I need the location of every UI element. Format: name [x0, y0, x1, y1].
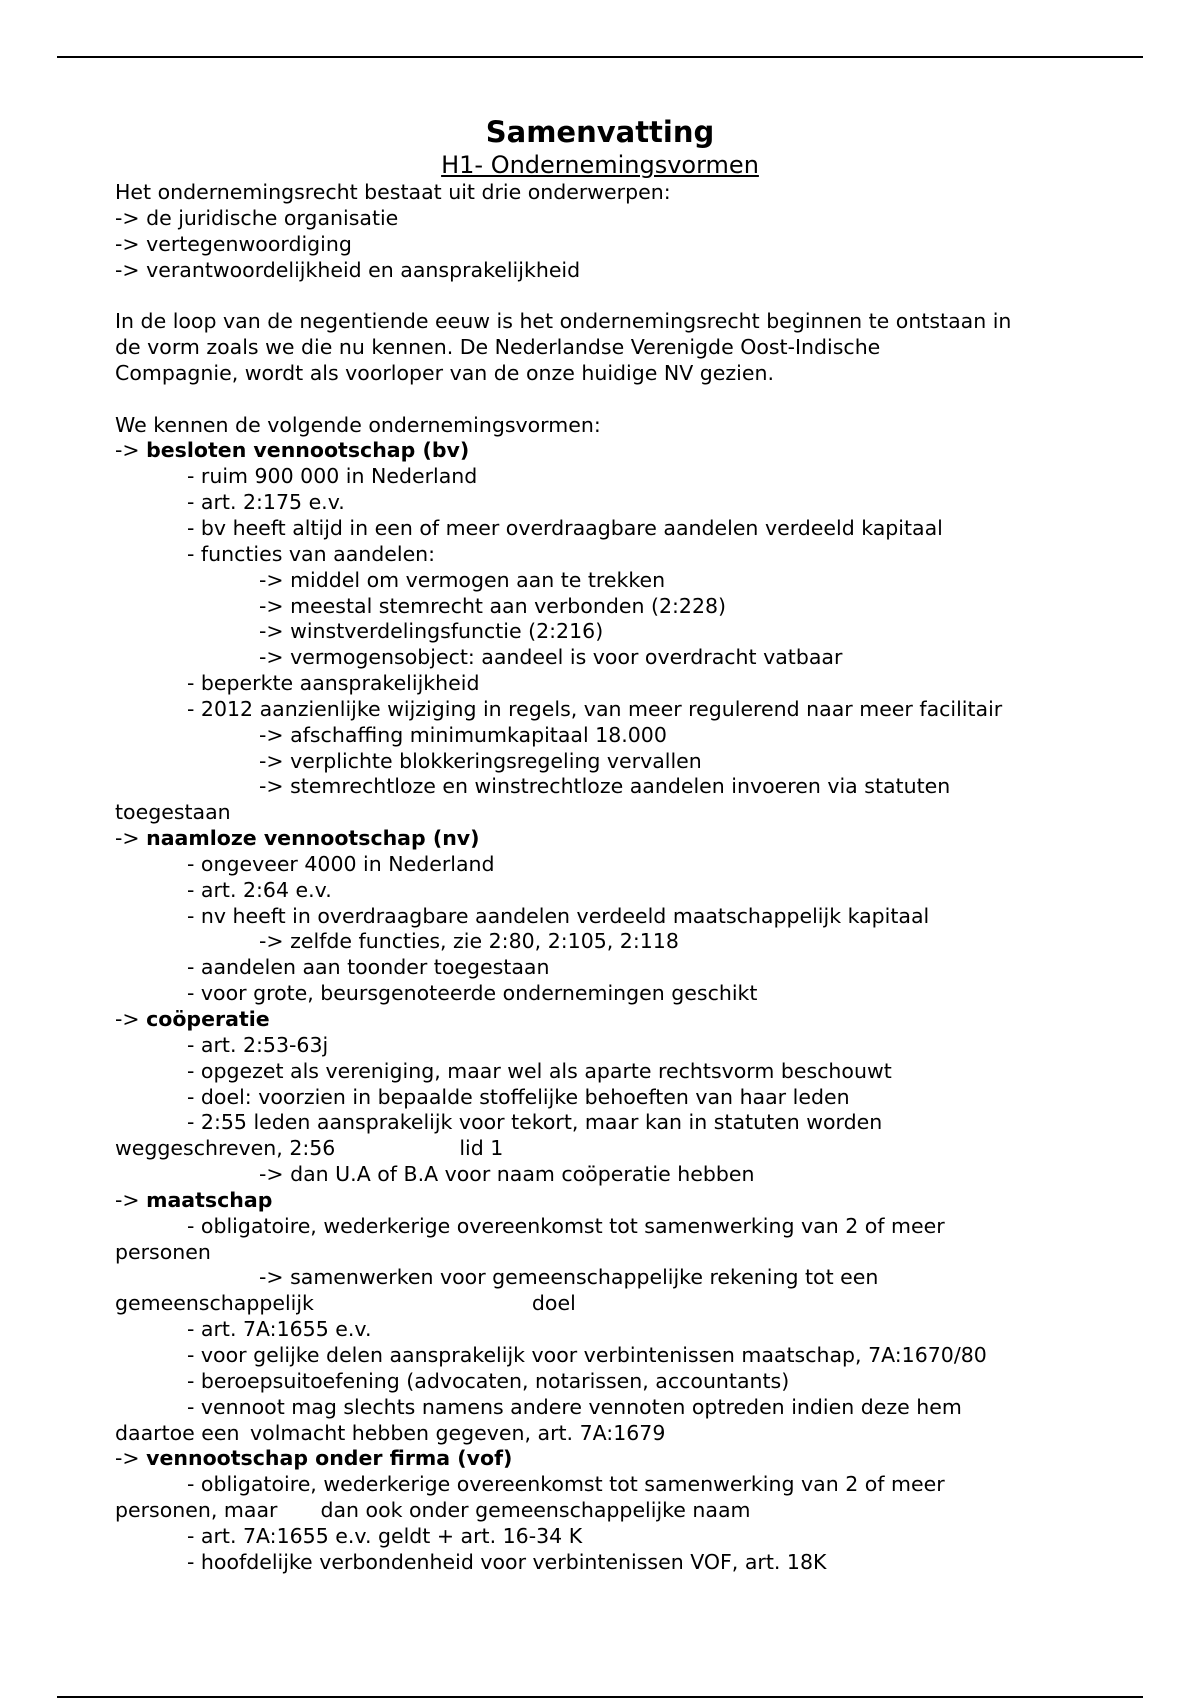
wrapped-text-part: volmacht hebben gegeven, art. 7A:1679 — [250, 1420, 666, 1445]
wrapped-text — [115, 1421, 1115, 1447]
forms-lead: We kennen de volgende ondernemingsvormen: — [115, 412, 601, 437]
page-title: Samenvatting — [485, 115, 715, 149]
intro-lead: Het ondernemingsrecht bestaat uit drie onderwerpen: — [115, 180, 671, 204]
list-item: - 2:55 leden aansprakelijk voor tekort, maar kan in statuten worden — [187, 1110, 883, 1135]
arrow-marker: -> — [115, 1007, 140, 1031]
section-heading-bv — [115, 438, 1115, 464]
intro-topic: -> vertegenwoordiging — [115, 231, 352, 256]
wrapped-text — [115, 1291, 1115, 1317]
section-title: coöperatie — [146, 1007, 270, 1031]
sub-item: -> samenwerken voor gemeenschappelijke rekening tot een — [259, 1265, 879, 1290]
list-item: - obligatoire, wederkerige overeenkomst tot samenwerking van 2 of meer — [187, 1472, 945, 1497]
list-item: - ruim 900 000 in Nederland — [187, 464, 478, 489]
sub-item: -> afschaffing minimumkapitaal 18.000 — [259, 722, 667, 747]
list-item: - hoofdelijke verbondenheid voor verbintenissen VOF, art. 18K — [187, 1549, 827, 1574]
sub-item: -> middel om vermogen aan te trekken — [259, 567, 666, 592]
section-heading-nv — [115, 826, 1115, 852]
document-body — [115, 180, 1115, 1576]
wrapped-text-part: lid 1 — [459, 1136, 504, 1161]
list-item: - voor grote, beursgenoteerde ondernemingen geschikt — [187, 981, 758, 1006]
list-item: - doel: voorzien in bepaalde stoffelijke behoeften van haar leden — [187, 1084, 850, 1109]
sub-item: -> winstverdelingsfunctie (2:216) — [259, 619, 604, 644]
wrapped-text — [115, 1136, 1115, 1162]
wrapped-text — [115, 1498, 1115, 1524]
list-item: - art. 7A:1655 e.v. geldt + art. 16-34 K — [187, 1523, 583, 1548]
list-item: - aandelen aan toonder toegestaan — [187, 955, 550, 980]
intro-topic: -> verantwoordelijkheid en aansprakelijkheid — [115, 257, 581, 282]
list-item: - ongeveer 4000 in Nederland — [187, 851, 495, 876]
chapter-heading: H1- Ondernemingsvormen — [441, 151, 759, 179]
list-item: - art. 7A:1655 e.v. — [187, 1317, 372, 1342]
wrapped-text-part: daartoe een — [115, 1420, 240, 1445]
wrapped-text: personen — [115, 1239, 211, 1264]
sub-item: -> vermogensobject: aandeel is voor overdracht vatbaar — [259, 645, 843, 670]
section-heading-vof — [115, 1446, 1115, 1472]
list-item: - opgezet als vereniging, maar wel als aparte rechtsvorm beschouwt — [187, 1058, 892, 1083]
wrapped-text-part: weggeschreven, 2:56 — [115, 1136, 336, 1161]
header-rule — [57, 56, 1143, 58]
arrow-marker: -> — [115, 826, 140, 851]
list-item: - functies van aandelen: — [187, 541, 436, 566]
wrapped-text-part: dan ook onder gemeenschappelijke naam — [320, 1498, 751, 1523]
section-title: naamloze vennootschap (nv) — [146, 826, 480, 851]
sub-item: -> verplichte blokkeringsregeling vervallen — [259, 748, 702, 773]
wrapped-text: toegestaan — [115, 800, 231, 825]
list-item: - vennoot mag slechts namens andere vennoten optreden indien deze hem — [187, 1394, 962, 1419]
sub-item: -> stemrechtloze en winstrechtloze aandelen invoeren via statuten — [259, 774, 951, 799]
footer-rule — [57, 1696, 1143, 1698]
list-item: - art. 2:64 e.v. — [187, 877, 332, 902]
section-title: vennootschap onder firma (vof) — [146, 1446, 513, 1471]
history-line: de vorm zoals we die nu kennen. De Nederlandse Verenigde Oost-Indische — [115, 335, 881, 360]
history-line: In de loop van de negentiende eeuw is het ondernemingsrecht beginnen te ontstaan in — [115, 309, 1012, 334]
arrow-marker: -> — [115, 1187, 140, 1212]
arrow-marker: -> — [115, 1446, 140, 1471]
wrapped-text-part: gemeenschappelijk — [115, 1291, 314, 1316]
section-title: maatschap — [146, 1187, 273, 1212]
wrapped-text-part: personen, maar — [115, 1498, 278, 1523]
intro-topic: -> de juridische organisatie — [115, 205, 399, 230]
list-item: - nv heeft in overdraagbare aandelen verdeeld maatschappelijk kapitaal — [187, 903, 930, 928]
section-heading-cooperatie — [115, 1007, 1115, 1033]
section-heading-maatschap — [115, 1188, 1115, 1214]
sub-item: -> zelfde functies, zie 2:80, 2:105, 2:118 — [259, 929, 679, 954]
list-item: - art. 2:53-63j — [187, 1032, 329, 1057]
list-item: - art. 2:175 e.v. — [187, 490, 345, 515]
sub-item: -> meestal stemrecht aan verbonden (2:228) — [259, 593, 727, 618]
list-item: - beroepsuitoefening (advocaten, notarissen, accountants) — [187, 1368, 790, 1393]
section-title: besloten vennootschap (bv) — [146, 438, 470, 463]
wrapped-text-part: doel — [531, 1291, 576, 1316]
list-item: - obligatoire, wederkerige overeenkomst tot samenwerking van 2 of meer — [187, 1213, 945, 1238]
arrow-marker: -> — [115, 438, 140, 463]
sub-item: -> dan U.A of B.A voor naam coöperatie hebben — [259, 1162, 755, 1187]
history-line: Compagnie, wordt als voorloper van de onze huidige NV gezien. — [115, 360, 774, 385]
list-item: - beperkte aansprakelijkheid — [187, 671, 480, 696]
list-item: - voor gelijke delen aansprakelijk voor verbintenissen maatschap, 7A:1670/80 — [187, 1342, 987, 1367]
list-item: - bv heeft altijd in een of meer overdraagbare aandelen verdeeld kapitaal — [187, 515, 943, 540]
list-item: - 2012 aanzienlijke wijziging in regels, van meer regulerend naar meer facilitair — [187, 696, 1003, 721]
